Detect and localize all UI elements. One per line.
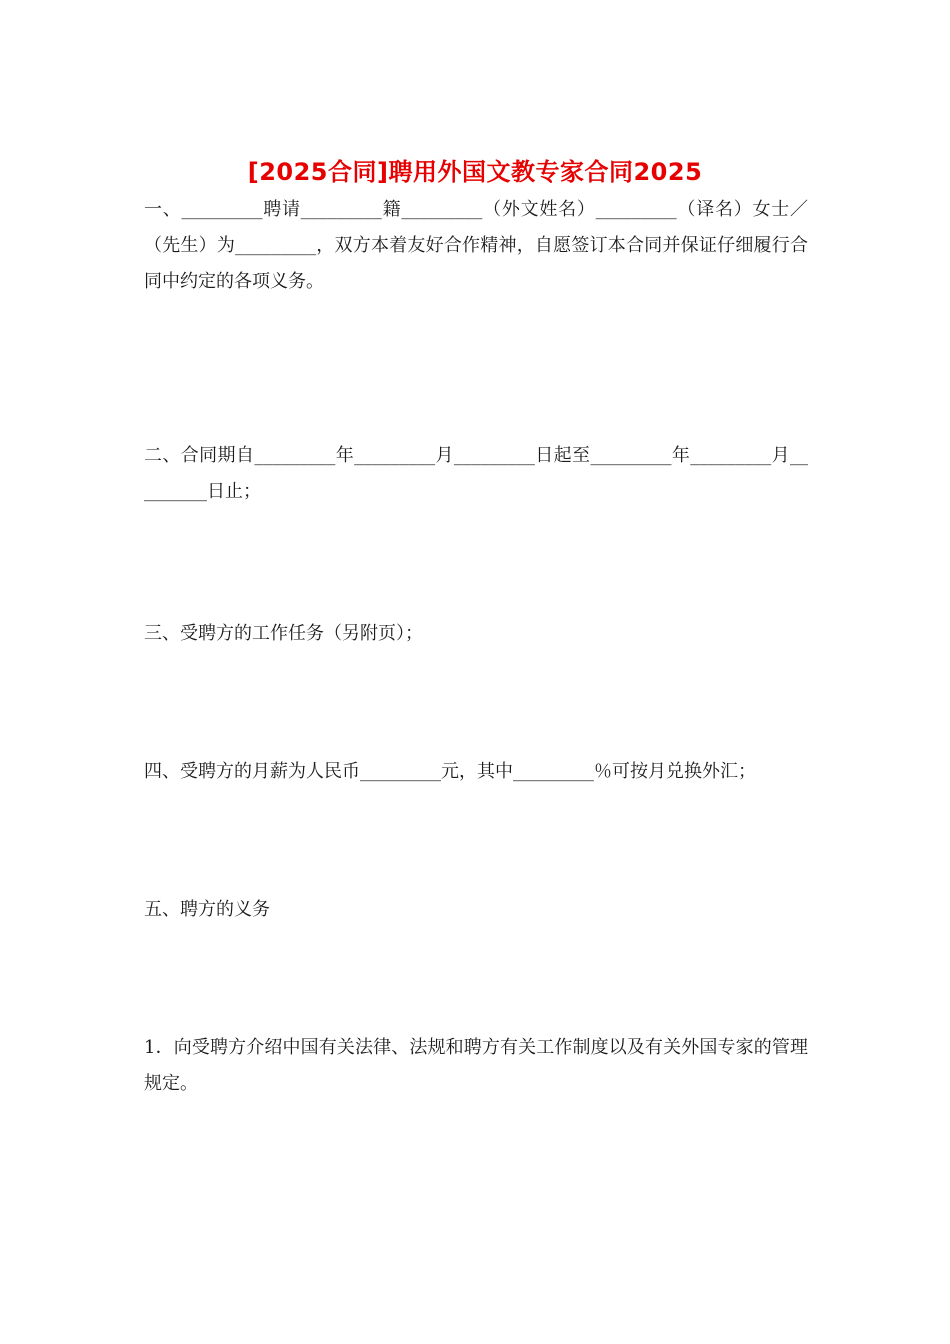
clause-1-paragraph: 一、_________聘请_________籍_________（外文姓名）_________（译名）女士／（先生）为_________，双方本着友好合作精神，自愿签订本合同并保证仔细履行合同中约定的各项义务。 xyxy=(144,199,808,292)
clause-5-item-1: 1．向受聘方介绍中国有关法律、法规和聘方有关工作制度以及有关外国专家的管理规定。 xyxy=(144,1037,808,1094)
document-title: [2025合同]聘用外国文教专家合同2025 xyxy=(247,158,703,186)
clause-4-paragraph: 四、受聘方的月薪为人民币_________元，其中_________％可按月兑换外汇； xyxy=(144,761,756,782)
clause-3-paragraph: 三、受聘方的工作任务（另附页）； xyxy=(144,623,423,644)
clause-5-heading: 五、聘方的义务 xyxy=(144,899,270,920)
clause-2-paragraph: 二、合同期自_________年_________月_________日起至_________年_________月_________日止； xyxy=(144,445,808,502)
